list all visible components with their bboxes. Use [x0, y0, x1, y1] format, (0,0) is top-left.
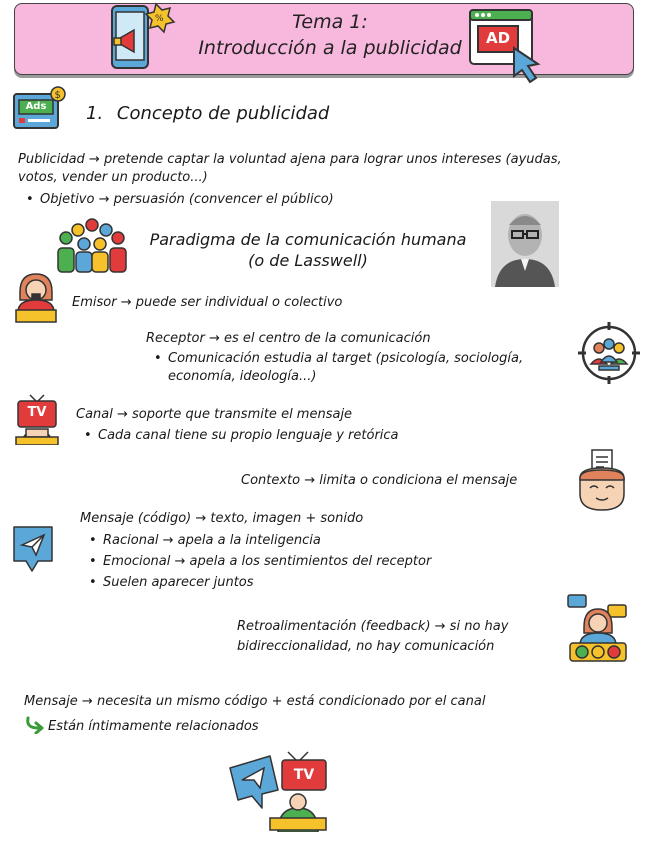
canal-bullet: • Cada canal tiene su propio lenguaje y retórica [98, 427, 399, 444]
definition-line-2: votos, vender un producto...) [18, 170, 208, 185]
mensaje-bullet-2: • Emocional → apela a los sentimientos del receptor [103, 553, 431, 570]
section-number: 1. [86, 103, 104, 124]
mensaje-bullet-1: • Racional → apela a la inteligencia [103, 532, 321, 549]
mensaje-text: Mensaje (código) → texto, imagen + sonido [80, 511, 364, 526]
ad-badge: AD [485, 29, 511, 47]
final-line-1: Mensaje → necesita un mismo código + está condicionado por el canal [24, 694, 486, 709]
retro-line-2: bidireccionalidad, no hay comunicación [237, 639, 495, 654]
emisor-text: Emisor → puede ser individual o colectivo [72, 295, 343, 310]
ad-browser-icon [468, 8, 548, 84]
tv-label: TV [27, 405, 47, 420]
retro-line-1: Retroalimentación (feedback) → si no hay [237, 619, 509, 634]
receptor-text: Receptor → es el centro de la comunicación [146, 331, 431, 346]
ads-label: Ads [25, 101, 47, 112]
paradigm-heading [135, 229, 481, 271]
paradigm-line-1: Paradigma de la comunicación humana [149, 230, 467, 249]
definition-line-1: Publicidad → pretende captar la voluntad ajena para lograr unos intereses (ayudas, [18, 152, 562, 167]
objective-bullet: • Objetivo → persuasión (convencer el público) [40, 191, 334, 208]
canal-text: Canal → soporte que transmite el mensaje [76, 407, 353, 422]
ads-monitor-icon [12, 86, 68, 132]
speaker-icon [12, 272, 60, 324]
final-tv-label: TV [293, 767, 315, 783]
curved-arrow-icon [24, 716, 46, 734]
target-audience-icon [578, 322, 640, 384]
section-title: Concepto de publicidad [116, 103, 330, 124]
audience-icon [54, 216, 130, 274]
page-title [150, 9, 510, 61]
paradigm-line-2: (o de Lasswell) [248, 251, 368, 270]
svg-text:$: $ [54, 90, 61, 101]
tv-news-icon [12, 393, 62, 445]
final-line-2: Están íntimamente relacionados [48, 719, 259, 734]
receptor-bullet-line-1: • Comunicación estudia al target (psicología, sociología, [168, 350, 523, 367]
title-line-1: Tema 1: [292, 11, 368, 33]
svg-text:%: % [155, 14, 164, 24]
feedback-icon [564, 593, 632, 663]
send-message-icon [10, 523, 56, 575]
title-line-2: Introducción a la publicidad [198, 37, 462, 59]
message-channel-icon [226, 750, 330, 832]
section-heading [86, 102, 329, 126]
receptor-bullet-line-2: economía, ideología...) [168, 369, 317, 384]
contexto-text: Contexto → limita o condiciona el mensaje [241, 473, 518, 488]
mensaje-bullet-3: • Suelen aparecer juntos [103, 574, 254, 591]
lasswell-portrait [491, 201, 559, 287]
thinking-head-icon [574, 448, 630, 512]
